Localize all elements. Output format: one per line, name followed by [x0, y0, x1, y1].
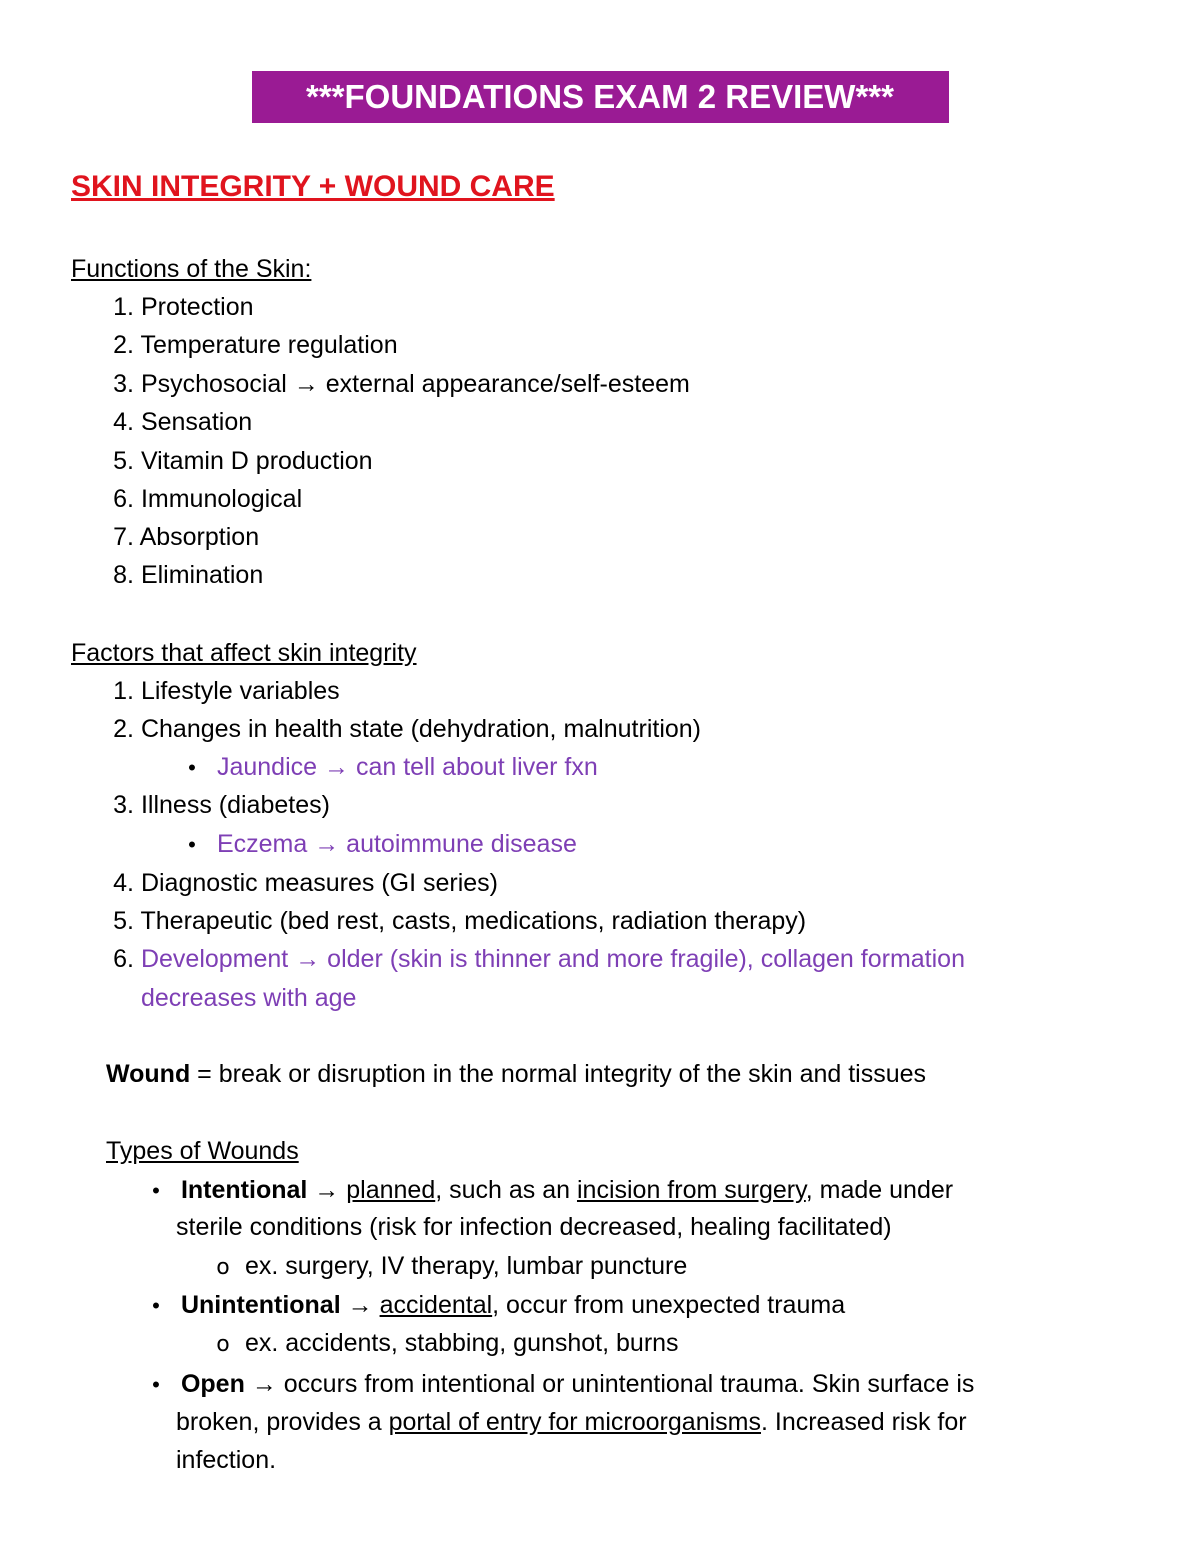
list-text: Therapeutic (bed rest, casts, medications, radiation therapy)	[140, 907, 807, 935]
list-number: 8.	[113, 561, 134, 589]
list-item	[98, 484, 302, 514]
list-text: Elimination	[140, 561, 264, 589]
list-text: Diagnostic measures (GI series)	[140, 869, 499, 897]
list-number: 2.	[113, 331, 134, 359]
types-heading: Types of Wounds	[106, 1137, 299, 1165]
bullet-text: broken, provides a	[176, 1408, 389, 1436]
list-text: Immunological	[140, 485, 303, 513]
example-text: ex. surgery, IV therapy, lumbar puncture	[244, 1252, 688, 1280]
sub-bullet-item	[208, 1251, 687, 1281]
bullet-item-open	[138, 1369, 974, 1399]
list-item	[98, 522, 259, 552]
list-text-after: external appearance/self-esteem	[325, 370, 690, 398]
list-item	[98, 676, 340, 706]
list-number: 3.	[113, 791, 134, 819]
bullet-text: occurs from intentional or unintentional trauma. Skin surface is	[283, 1370, 975, 1398]
underlined-text: incision from surgery	[576, 1176, 806, 1204]
list-item	[98, 944, 965, 974]
underlined-text: portal of entry for microorganisms	[388, 1408, 761, 1436]
list-item	[98, 868, 498, 898]
list-text: Changes in health state (dehydration, malnutrition)	[140, 715, 701, 743]
bullet-icon: •	[152, 1293, 160, 1318]
list-text: Psychosocial	[140, 370, 287, 398]
bullet-term: Open	[180, 1370, 245, 1398]
list-item	[98, 407, 252, 437]
list-number: 4.	[113, 408, 134, 436]
arrow-icon: →	[251, 1370, 277, 1398]
list-number: 1.	[113, 677, 134, 705]
list-item	[98, 790, 330, 820]
bullet-continuation: infection.	[176, 1446, 277, 1474]
list-text-after: can tell about liver fxn	[355, 753, 598, 781]
arrow-icon: →	[293, 370, 319, 398]
list-number: 7.	[113, 523, 134, 551]
list-item	[98, 292, 254, 322]
list-number: 5.	[113, 447, 134, 475]
arrow-icon: →	[314, 1176, 340, 1204]
arrow-icon: →	[323, 753, 349, 781]
sub-list-item	[174, 752, 598, 782]
sub-list-item	[174, 829, 577, 859]
list-text: Sensation	[140, 408, 253, 436]
functions-heading: Functions of the Skin:	[71, 255, 312, 283]
bullet-text: , occur from unexpected trauma	[492, 1291, 846, 1319]
bullet-continuation	[176, 1407, 967, 1437]
bullet-continuation: sterile conditions (risk for infection decreased, healing facilitated)	[176, 1213, 892, 1241]
bullet-term: Intentional	[180, 1176, 308, 1204]
arrow-icon: →	[295, 945, 321, 973]
circle-bullet-icon: o	[216, 1255, 230, 1280]
list-text: Protection	[140, 293, 254, 321]
bullet-item-unintentional	[138, 1290, 845, 1320]
bullet-text: , made under	[805, 1176, 954, 1204]
list-text: Absorption	[139, 523, 260, 551]
list-item	[98, 330, 398, 360]
list-text: Jaundice	[216, 753, 318, 781]
arrow-icon: →	[347, 1291, 373, 1319]
list-item	[98, 369, 690, 399]
bullet-icon: •	[188, 755, 196, 780]
wound-definition	[106, 1059, 926, 1089]
list-text: Vitamin D production	[140, 447, 373, 475]
sub-bullet-item	[208, 1328, 679, 1358]
bullet-icon: •	[152, 1178, 160, 1203]
list-item	[98, 560, 263, 590]
list-text: Development	[140, 945, 289, 973]
list-item	[98, 906, 806, 936]
title-banner	[0, 71, 1200, 123]
underlined-text: accidental	[379, 1291, 493, 1319]
list-number: 3.	[113, 370, 134, 398]
bullet-text: . Increased risk for	[760, 1408, 967, 1436]
bullet-icon: •	[188, 832, 196, 857]
list-text: Eczema	[216, 830, 308, 858]
circle-bullet-icon: o	[216, 1332, 230, 1357]
list-number: 5.	[113, 907, 134, 935]
bullet-term: Unintentional	[180, 1291, 341, 1319]
section-heading: SKIN INTEGRITY + WOUND CARE	[71, 170, 555, 203]
definition-term: Wound	[106, 1060, 191, 1088]
arrow-icon: →	[314, 830, 340, 858]
example-text: ex. accidents, stabbing, gunshot, burns	[244, 1329, 679, 1357]
page-title: ***FOUNDATIONS EXAM 2 REVIEW***	[252, 71, 949, 123]
list-item	[98, 714, 701, 744]
list-text-after: autoimmune disease	[346, 830, 577, 858]
list-text-after: older (skin is thinner and more fragile), collagen formation	[327, 945, 965, 973]
underlined-text: planned	[346, 1176, 436, 1204]
list-item-continuation: decreases with age	[141, 984, 357, 1012]
list-number: 6.	[113, 945, 134, 973]
list-number: 2.	[113, 715, 134, 743]
list-number: 1.	[113, 293, 134, 321]
bullet-item-intentional	[138, 1175, 953, 1205]
list-text: Illness (diabetes)	[140, 791, 330, 819]
list-number: 4.	[113, 869, 134, 897]
list-text: Lifestyle variables	[140, 677, 340, 705]
list-item	[98, 446, 373, 476]
bullet-icon: •	[152, 1372, 160, 1397]
list-text: Temperature regulation	[140, 331, 398, 359]
definition-text: = break or disruption in the normal integrity of the skin and tissues	[190, 1060, 927, 1088]
list-number: 6.	[113, 485, 134, 513]
factors-heading: Factors that affect skin integrity	[71, 639, 417, 667]
bullet-text: , such as an	[435, 1176, 577, 1204]
